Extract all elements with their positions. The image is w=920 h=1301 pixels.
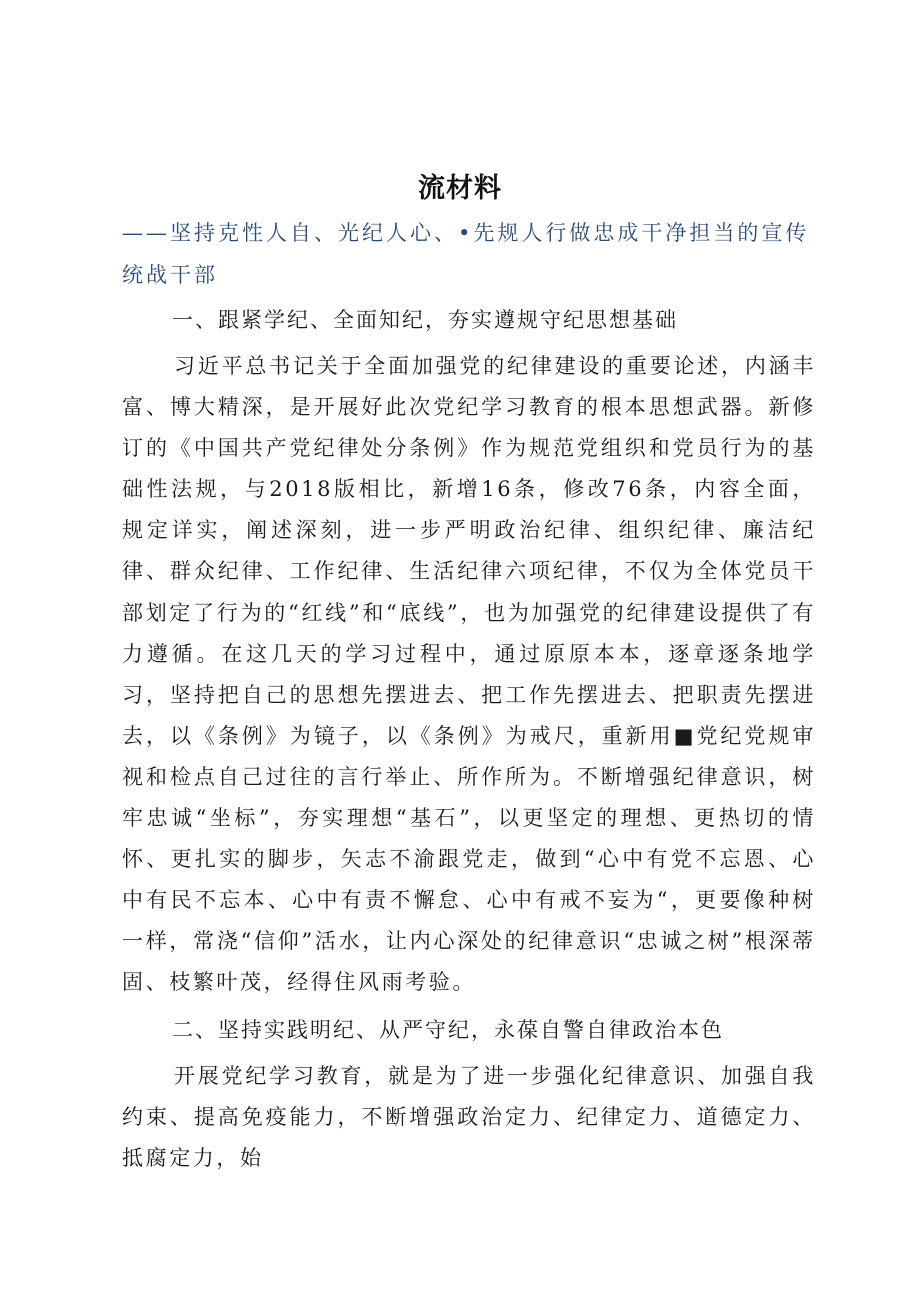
section-paragraph-2: 开展党纪学习教育，就是为了进一步强化纪律意识、加强自我约束、提高免疫能力，不断增强政治定力、纪律定力、道德定力、抵腐定力，始 xyxy=(122,1064,816,1171)
section-heading-1: 一、跟紧学纪、全面知纪，夯实遵规守纪思想基础 xyxy=(172,308,678,332)
section-heading-2: 二、坚持实践明纪、从严守纪，永葆自警自律政治本色 xyxy=(172,1018,724,1042)
section-paragraph-1: 习近平总书记关于全面加强党的纪律建设的重要论述，内涵丰富、博大精深，是开展好此次党纪学习教育的根本思想武器。新修订的《中国共产党纪律处分条例》作为规范党组织和党员行为的基础性法规，与2018版相比，新增16条，修改76条，内容全面，规定详实，阐述深刻，进一步严明政治纪律、组织纪律、廉洁纪律、群众纪律、工作纪律、生活纪律六项纪律，不仅为全体党员干部划定了行为的“红线”和“底线”，也为加强党的纪律建设提供了有力遵循。在这几天的学习过程中，通过原原本本，逐章逐条地学习，坚持把自己的思想先摆进去、把工作先摆进去、把职责先摆进去，以《条例》为镜子，以《条例》为戒尺，重新用■党纪党规审视和检点自己过往的言行举止、所作所为。不断增强纪律意识，树牢忠诚“坐标”，夯实理想“基石”，以更坚定的理想、更热切的情怀、更扎实的脚步，矢志不渝跟党走，做到“心中有党不忘恩、心中有民不忘本、心中有责不懈怠、心中有戒不妄为“，更要像种树一样，常浇“信仰”活水，让内心深处的纪律意识“忠诚之树”根深蒂固、枝繁叶茂，经得住风雨考验。 xyxy=(122,354,816,995)
document-subtitle: ——坚持克性人自、光纪人心、•先规人行做忠成干净担当的宣传统战干部 xyxy=(122,221,810,287)
document-title: 流材料 xyxy=(418,173,502,204)
